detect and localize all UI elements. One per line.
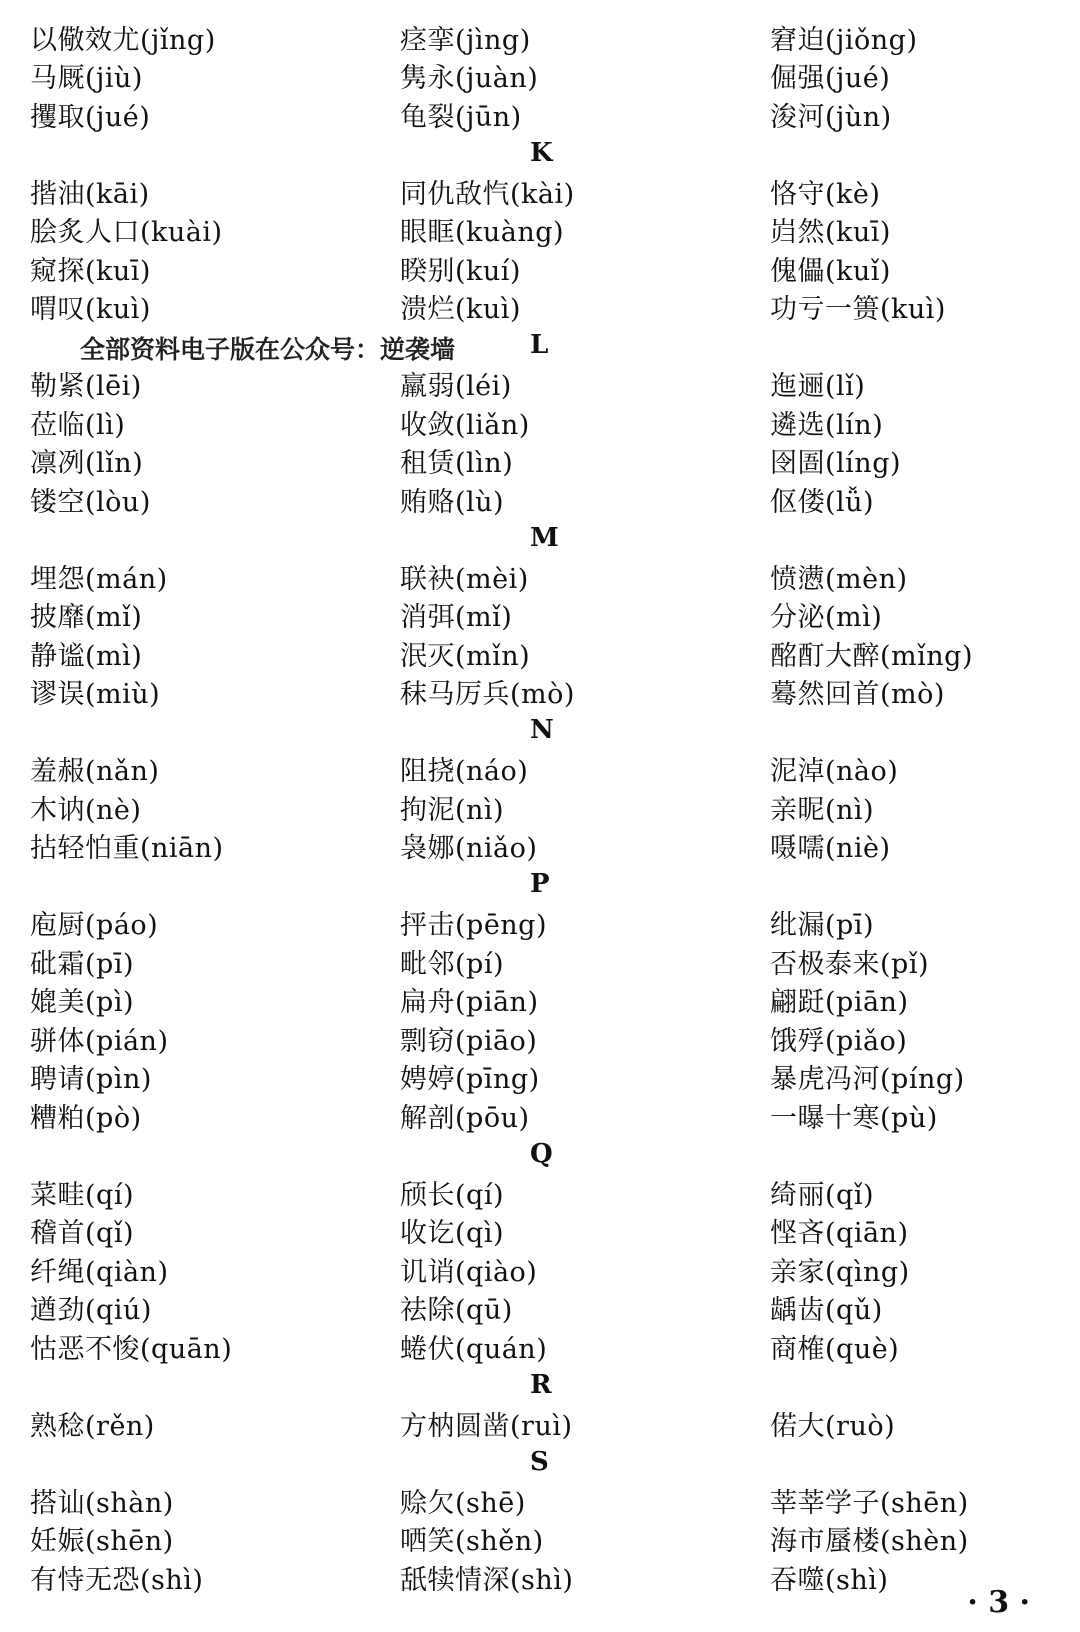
section-letter: L — [530, 330, 549, 360]
section-letter: P — [530, 869, 550, 899]
section-letter: M — [530, 522, 559, 553]
word-entry: 龋齿(qǔ) — [770, 1295, 883, 1327]
word-entry: 糟粕(pò) — [30, 1102, 142, 1134]
word-entry: 蓦然回首(mò) — [770, 679, 945, 711]
word-entry: 傀儡(kuǐ) — [770, 255, 891, 287]
word-entry: 龟裂(jūn) — [400, 101, 522, 133]
word-entry: 饿殍(piǎo) — [770, 1025, 908, 1057]
word-entry: 哂笑(shěn) — [400, 1526, 544, 1558]
word-row — [30, 1096, 1050, 1135]
word-entry: 悭吝(qiān) — [770, 1218, 909, 1250]
word-entry: 眼眶(kuàng) — [400, 217, 565, 249]
word-row — [30, 95, 1050, 134]
word-row — [30, 365, 1050, 404]
word-entry: 阻挠(náo) — [400, 756, 529, 788]
word-entry: 方枘圆凿(ruì) — [400, 1410, 573, 1442]
section-letter: R — [530, 1369, 552, 1400]
word-entry: 骈体(pián) — [30, 1025, 169, 1057]
word-entry: 否极泰来(pǐ) — [770, 948, 929, 980]
word-entry: 功亏一篑(kuì) — [770, 294, 946, 326]
word-entry: 稽首(qǐ) — [30, 1218, 134, 1250]
word-row — [30, 18, 1050, 57]
section-letter: K — [530, 137, 553, 168]
word-entry: 祛除(qū) — [400, 1295, 513, 1327]
word-row — [30, 57, 1050, 96]
word-row — [30, 673, 1050, 712]
word-entry: 迤逦(lǐ) — [770, 371, 866, 403]
word-entry: 拈轻怕重(niān) — [30, 833, 224, 865]
word-entry: 海市蜃楼(shèn) — [770, 1526, 969, 1558]
word-entry: 泥淖(nào) — [770, 756, 899, 788]
word-entry: 埋怨(mán) — [30, 563, 168, 595]
word-entry: 贿赂(lù) — [400, 486, 505, 518]
section-header-l — [30, 326, 1050, 365]
word-entry: 收讫(qì) — [400, 1218, 504, 1250]
word-row — [30, 981, 1050, 1020]
section-header-q — [30, 1135, 1050, 1174]
word-row — [30, 442, 1050, 481]
word-row — [30, 172, 1050, 211]
word-entry: 酩酊大醉(mǐng) — [770, 640, 973, 672]
word-entry: 恪守(kè) — [770, 178, 881, 210]
word-entry: 商榷(què) — [770, 1333, 900, 1365]
word-entry: 纰漏(pī) — [770, 910, 874, 942]
word-entry: 遒劲(qiú) — [30, 1295, 152, 1327]
word-entry: 舐犊情深(shì) — [400, 1564, 574, 1596]
word-row — [30, 557, 1050, 596]
word-row — [30, 1558, 1050, 1597]
word-entry: 吞噬(shì) — [770, 1564, 889, 1596]
word-entry: 暴虎冯河(píng) — [770, 1064, 965, 1096]
word-entry: 庖厨(páo) — [30, 910, 159, 942]
word-entry: 拘泥(nì) — [400, 794, 505, 826]
section-letter: N — [530, 715, 554, 745]
word-row — [30, 1404, 1050, 1443]
word-entry: 翩跹(piān) — [770, 987, 909, 1019]
word-row — [30, 403, 1050, 442]
word-entry: 纤绳(qiàn) — [30, 1256, 169, 1288]
word-entry: 莘莘学子(shēn) — [770, 1487, 969, 1519]
word-entry: 愤懑(mèn) — [770, 563, 908, 595]
word-entry: 怙恶不悛(quān) — [30, 1333, 233, 1365]
word-entry: 伛偻(lǚ) — [770, 486, 875, 518]
section-letter: S — [530, 1446, 549, 1477]
word-entry: 揩油(kāi) — [30, 178, 150, 210]
word-entry: 绮丽(qǐ) — [770, 1179, 874, 1211]
section-header-s — [30, 1443, 1050, 1482]
word-entry: 聘请(pìn) — [30, 1064, 152, 1096]
word-entry: 遴选(lín) — [770, 409, 884, 441]
word-entry: 浚河(jùn) — [770, 101, 892, 133]
word-entry: 蜷伏(quán) — [400, 1333, 548, 1365]
word-entry: 消弭(mǐ) — [400, 602, 513, 634]
section-header-n — [30, 711, 1050, 750]
word-entry: 披靡(mǐ) — [30, 602, 143, 634]
word-entry: 谬误(miù) — [30, 679, 161, 711]
word-row — [30, 1058, 1050, 1097]
word-entry: 隽永(juàn) — [400, 63, 539, 95]
word-entry: 脍炙人口(kuài) — [30, 217, 223, 249]
word-row — [30, 480, 1050, 519]
section-header-p — [30, 865, 1050, 904]
word-entry: 解剖(pōu) — [400, 1102, 530, 1134]
word-row — [30, 634, 1050, 673]
word-entry: 喟叹(kuì) — [30, 294, 151, 326]
vocabulary-sheet — [30, 18, 1050, 1597]
word-entry: 租赁(lìn) — [400, 448, 514, 480]
word-entry: 分泌(mì) — [770, 602, 883, 634]
word-entry: 一曝十寒(pù) — [770, 1102, 938, 1134]
word-entry: 攫取(jué) — [30, 101, 151, 133]
word-entry: 砒霜(pī) — [30, 948, 134, 980]
word-entry: 赊欠(shē) — [400, 1487, 526, 1519]
word-entry: 秣马厉兵(mò) — [400, 679, 575, 711]
word-row — [30, 249, 1050, 288]
word-entry: 倔强(jué) — [770, 63, 891, 95]
word-entry: 镂空(lòu) — [30, 486, 151, 518]
word-row — [30, 288, 1050, 327]
word-entry: 勒紧(lēi) — [30, 371, 142, 403]
word-entry: 莅临(lì) — [30, 409, 126, 441]
word-entry: 袅娜(niǎo) — [400, 833, 538, 865]
section-header-k — [30, 134, 1050, 173]
word-entry: 羸弱(léi) — [400, 371, 512, 403]
word-entry: 联袂(mèi) — [400, 563, 529, 595]
word-row — [30, 1520, 1050, 1559]
word-entry: 痉挛(jìng) — [400, 24, 531, 56]
word-entry: 偌大(ruò) — [770, 1410, 896, 1442]
word-row — [30, 1212, 1050, 1251]
word-entry: 静谧(mì) — [30, 640, 143, 672]
word-entry: 菜畦(qí) — [30, 1179, 134, 1211]
watermark-notice: 全部资料电子版在公众号：逆袭墙 — [80, 335, 456, 364]
word-entry: 亲昵(nì) — [770, 794, 875, 826]
section-header-m — [30, 519, 1050, 558]
word-entry: 有恃无恐(shì) — [30, 1564, 204, 1596]
word-row — [30, 1173, 1050, 1212]
word-row — [30, 596, 1050, 635]
word-row — [30, 1250, 1050, 1289]
word-row — [30, 750, 1050, 789]
word-entry: 岿然(kuī) — [770, 217, 891, 249]
word-entry: 搭讪(shàn) — [30, 1487, 174, 1519]
section-header-r — [30, 1366, 1050, 1405]
word-entry: 收敛(liǎn) — [400, 409, 530, 441]
word-entry: 毗邻(pí) — [400, 948, 504, 980]
word-entry: 抨击(pēng) — [400, 910, 548, 942]
word-entry: 凛冽(lǐn) — [30, 448, 144, 480]
word-entry: 睽别(kuí) — [400, 255, 521, 287]
word-entry: 泯灭(mǐn) — [400, 640, 531, 672]
word-entry: 囹圄(líng) — [770, 448, 902, 480]
word-entry: 颀长(qí) — [400, 1179, 504, 1211]
word-row — [30, 788, 1050, 827]
word-entry: 剽窃(piāo) — [400, 1025, 538, 1057]
word-entry: 熟稔(rěn) — [30, 1410, 155, 1442]
word-row — [30, 1019, 1050, 1058]
word-entry: 嗫嚅(niè) — [770, 833, 891, 865]
word-entry: 溃烂(kuì) — [400, 294, 521, 326]
word-entry: 窥探(kuī) — [30, 255, 151, 287]
word-row — [30, 827, 1050, 866]
word-entry: 木讷(nè) — [30, 794, 142, 826]
word-entry: 窘迫(jiǒng) — [770, 24, 918, 56]
word-entry: 扁舟(piān) — [400, 987, 539, 1019]
word-entry: 羞赧(nǎn) — [30, 756, 160, 788]
word-entry: 媲美(pì) — [30, 987, 134, 1019]
word-row — [30, 211, 1050, 250]
word-row — [30, 1289, 1050, 1328]
word-entry: 妊娠(shēn) — [30, 1526, 174, 1558]
word-entry: 以儆效尤(jǐng) — [30, 24, 216, 56]
word-entry: 同仇敌忾(kài) — [400, 178, 575, 210]
word-entry: 马厩(jiù) — [30, 63, 143, 95]
word-row — [30, 942, 1050, 981]
word-entry: 讥诮(qiào) — [400, 1256, 538, 1288]
word-row — [30, 1327, 1050, 1366]
section-letter: Q — [530, 1138, 553, 1169]
word-entry: 亲家(qìng) — [770, 1256, 910, 1288]
word-entry: 娉婷(pīng) — [400, 1064, 540, 1096]
word-row — [30, 1481, 1050, 1520]
page-number: · 3 · — [967, 1585, 1030, 1620]
word-row — [30, 904, 1050, 943]
